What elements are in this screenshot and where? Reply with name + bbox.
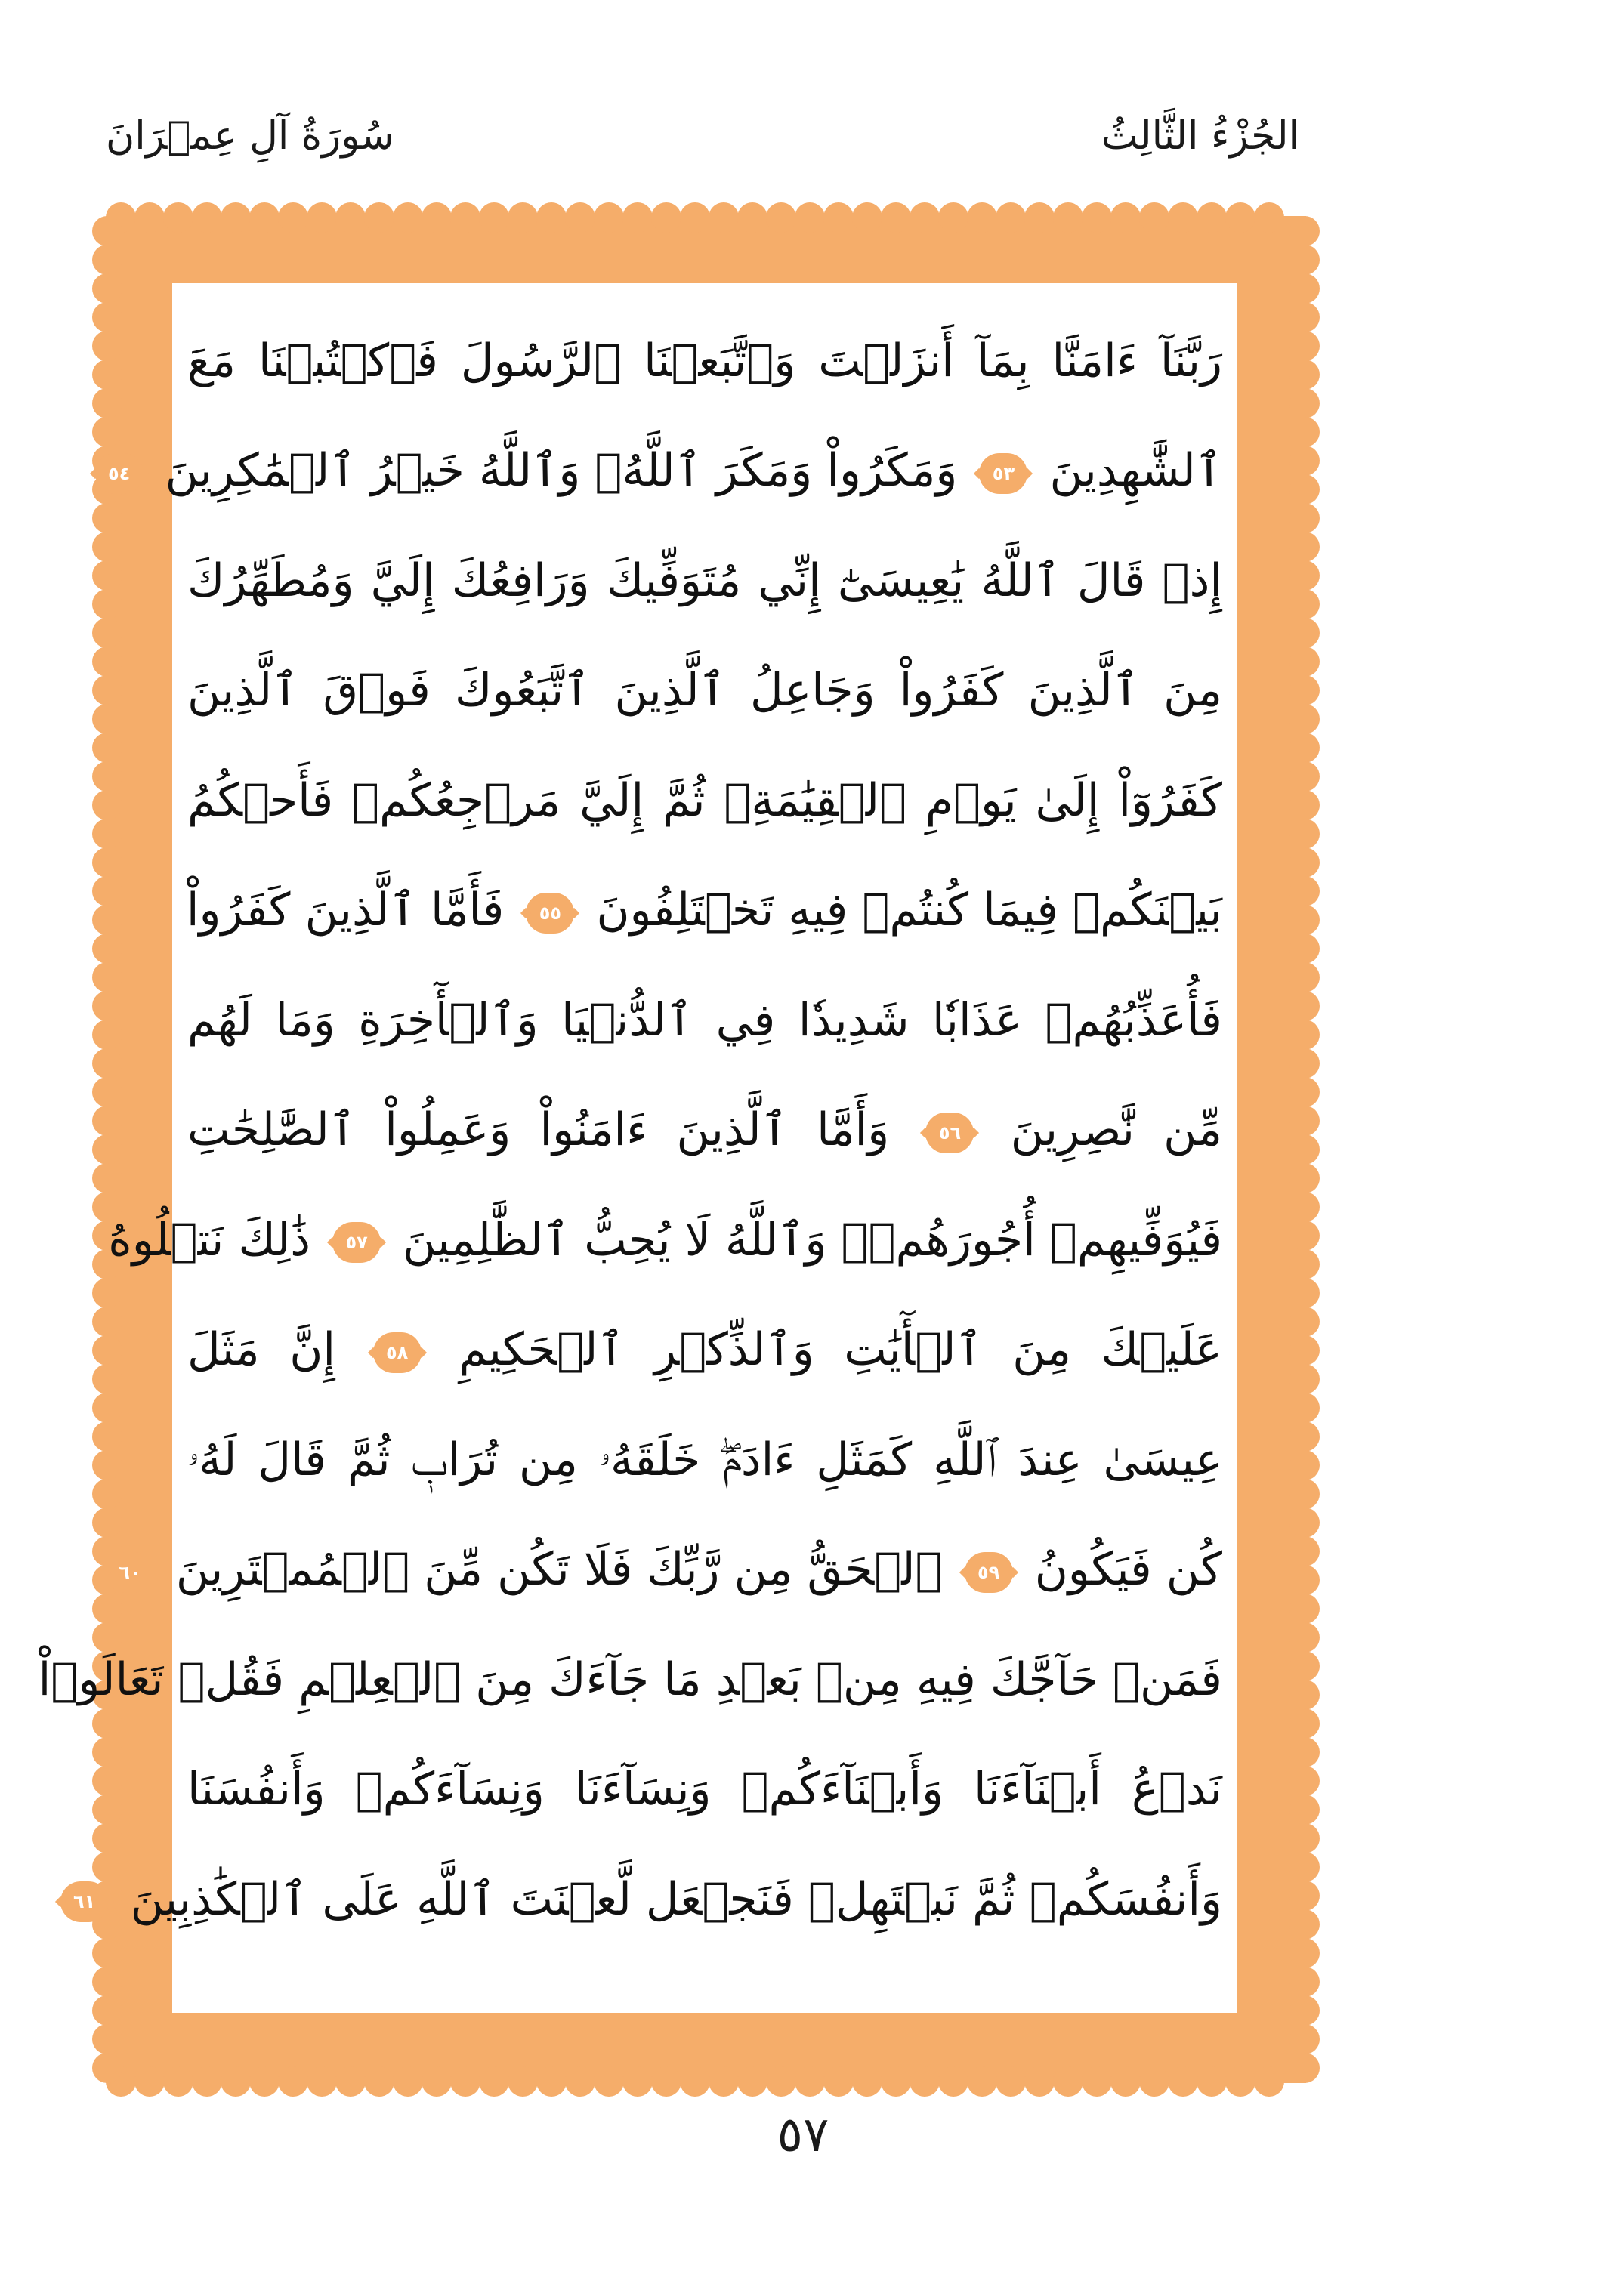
- verse-line: [187, 745, 1222, 856]
- verse-line: [119, 1515, 1222, 1625]
- ayah-number-marker: ٦١: [60, 1881, 109, 1922]
- verse-line: [187, 965, 1222, 1075]
- ayah-number-marker: ٥٩: [965, 1552, 1013, 1593]
- verse-line: [187, 306, 1222, 416]
- verse-line: [187, 1405, 1222, 1515]
- verse-text: وَمَكَرُواْ وَمَكَرَ ٱللَّهُۖ وَٱللَّهُ خَيۡرُ ٱلۡمَٰكِرِينَ: [150, 444, 958, 498]
- ayah-number-marker: ٥٨: [373, 1332, 422, 1373]
- verse-text: ٱلۡحَقُّ مِن رَّبِّكَ فَلَا تَكُن مِّنَ ٱلۡمُمۡتَرِينَ: [161, 1543, 943, 1597]
- verse-line-text: [187, 554, 1222, 607]
- verse-text: وَأَمَّا ٱلَّذِينَ ءَامَنُواْ وَعَمِلُواْ ٱلصَّٰلِحَٰتِ: [187, 1103, 890, 1157]
- verse-line-text: [187, 1323, 1222, 1376]
- juz-title: الجُزْءُ الثَّالِثُ: [1101, 113, 1299, 159]
- verse-line-text: [187, 1103, 1222, 1156]
- verse-text: كَفَرُوٓاْ إِلَىٰ يَوۡمِ ٱلۡقِيَٰمَةِۖ ثُمَّ إِلَيَّ مَرۡجِعُكُمۡ فَأَحۡكُمُ: [187, 773, 1222, 827]
- text-panel: [38, 283, 1237, 2013]
- verse-line-text: [187, 1763, 1222, 1816]
- verse-line: [38, 1625, 1222, 1735]
- verse-text: عِيسَىٰ عِندَ ٱللَّهِ كَمَثَلِ ءَادَمَۖ خَلَقَهُۥ مِن تُرَابٖ ثُمَّ قَالَ لَهُۥ: [187, 1433, 1222, 1486]
- verse-text: بَيۡنَكُمۡ فِيمَا كُنتُمۡ فِيهِ تَخۡتَلِفُونَ: [582, 884, 1222, 937]
- verse-line-text: [187, 994, 1222, 1047]
- verse-line: [73, 1844, 1222, 1955]
- surah-title: سُورَةُ آلِ عِمۡرَانَ: [106, 113, 394, 159]
- ayah-number-marker: ٦٠: [106, 1552, 154, 1593]
- verse-text: نَدۡعُ أَبۡنَآءَنَا وَأَبۡنَآءَكُمۡ وَنِسَآءَنَا وَنِسَآءَكُمۡ وَأَنفُسَنَا: [187, 1763, 1222, 1816]
- verse-text: ذَٰلِكَ نَتۡلُوهُ: [108, 1213, 311, 1267]
- ayah-number-marker: ٥٦: [925, 1113, 974, 1153]
- verse-line: [187, 856, 1222, 966]
- page-header: [106, 113, 1299, 181]
- verse-text: فَيُوَفِّيهِمۡ أُجُورَهُمۡۗ وَٱللَّهُ لَا يُحِبُّ ٱلظَّٰلِمِينَ: [388, 1213, 1222, 1267]
- verse-line-text: [108, 1213, 1222, 1267]
- verse-text: ٱلشَّٰهِدِينَ: [1035, 444, 1222, 498]
- verse-line-text: [187, 774, 1222, 827]
- verse-text: فَمَنۡ حَآجَّكَ فِيهِ مِنۢ بَعۡدِ مَا جَآءَكَ مِنَ ٱلۡعِلۡمِ فَقُلۡ تَعَالَوۡاْ: [38, 1653, 1222, 1706]
- verse-text: رَبَّنَآ ءَامَنَّا بِمَآ أَنزَلۡتَ وَٱتَّبَعۡنَا ٱلرَّسُولَ فَٱكۡتُبۡنَا مَعَ: [187, 334, 1222, 387]
- verse-text: وَأَنفُسَكُمۡ ثُمَّ نَبۡتَهِلۡ فَنَجۡعَل لَّعۡنَتَ ٱللَّهِ عَلَى ٱلۡكَٰذِبِينَ: [116, 1872, 1222, 1926]
- verse-text: إِنَّ مَثَلَ: [187, 1323, 336, 1377]
- verse-text: فَأَمَّا ٱلَّذِينَ كَفَرُواْ: [186, 884, 505, 937]
- verse-line: [187, 1295, 1222, 1406]
- verse-line: [107, 416, 1222, 526]
- verse-text: مِنَ ٱلَّذِينَ كَفَرُواْ وَجَاعِلُ ٱلَّذِينَ ٱتَّبَعُوكَ فَوۡقَ ٱلَّذِينَ: [187, 664, 1222, 718]
- verse-line-text: [107, 444, 1222, 498]
- verse-line-text: [187, 335, 1222, 387]
- verse-line: [187, 1735, 1222, 1845]
- verse-line-text: [187, 664, 1222, 717]
- verse-text: مِّن نَّٰصِرِينَ: [981, 1103, 1222, 1157]
- verse-line-text: [187, 884, 1222, 937]
- verse-line-text: [187, 1433, 1222, 1486]
- ayah-number-marker: ٥٣: [979, 453, 1027, 494]
- verse-text: فَأُعَذِّبُهُمۡ عَذَابٗا شَدِيدٗا فِي ٱلدُّنۡيَا وَٱلۡأٓخِرَةِ وَمَا لَهُم: [187, 993, 1222, 1047]
- verse-text: عَلَيۡكَ مِنَ ٱلۡأٓيَٰتِ وَٱلذِّكۡرِ ٱلۡحَكِيمِ: [428, 1323, 1222, 1377]
- verse-line: [108, 1185, 1222, 1295]
- verse-line: [187, 636, 1222, 746]
- verse-lines: [38, 306, 1222, 1955]
- page-number: ٥٧: [777, 2107, 829, 2163]
- verse-text: إِذۡ قَالَ ٱللَّهُ يَٰعِيسَىٰٓ إِنِّي مُتَوَفِّيكَ وَرَافِعُكَ إِلَيَّ وَمُطَهِّرُكَ: [187, 554, 1222, 607]
- verse-text: كُن فَيَكُونُ: [1020, 1543, 1222, 1597]
- verse-line: [187, 526, 1222, 636]
- verse-line-text: [119, 1543, 1222, 1597]
- verse-line-text: [73, 1872, 1222, 1926]
- ayah-number-marker: ٥٧: [332, 1222, 381, 1263]
- verse-line: [187, 1075, 1222, 1186]
- verse-line-text: [38, 1653, 1222, 1706]
- ayah-number-marker: ٥٤: [95, 453, 144, 494]
- ayah-number-marker: ٥٥: [526, 893, 574, 934]
